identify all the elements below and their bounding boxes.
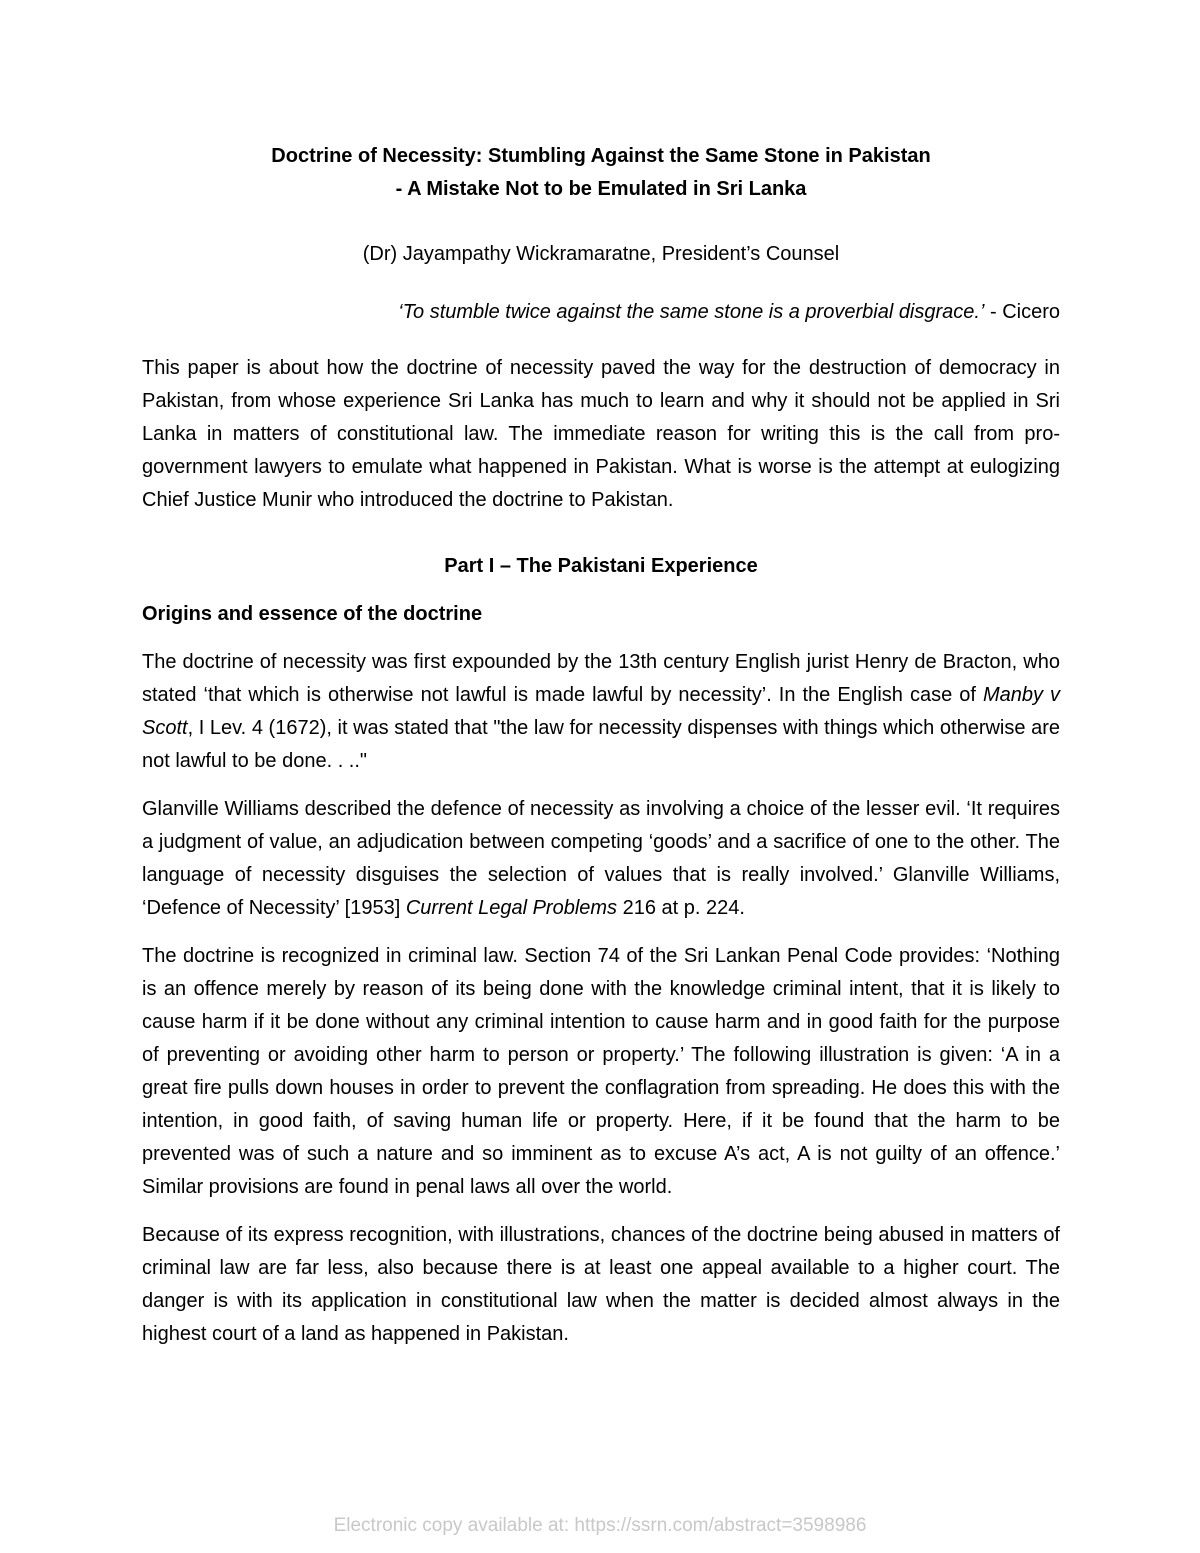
ssrn-footer: Electronic copy available at: https://ssrn.com/abstract=3598986	[333, 1515, 867, 1536]
paragraph-origins-text-2: , I Lev. 4 (1672), it was stated that "the law for necessity dispenses with things which otherwise are not lawful to be done. . .."	[142, 717, 1060, 772]
page-content	[142, 140, 1060, 1351]
paragraph-origins-text-1: The doctrine of necessity was first expounded by the 13th century English jurist Henry de Bracton, who stated ‘that which is otherwise not lawful is made lawful by necessity’. In the English case of	[142, 651, 1060, 706]
case-name: Manby v Scott	[142, 684, 1060, 739]
epigraph-quote: ‘To stumble twice against the same stone is a proverbial disgrace.’	[398, 301, 985, 323]
paragraph-williams-text-1: Glanville Williams described the defence of necessity as involving a choice of the lesser evil. ‘It requires a judgment of value, an adjudication between competing ‘goods’ and a sacrifice of one to the other. The language of necessity disguises the selection of values that is really involved.’ Glanville Williams, ‘Defence of Necessity’ [1953]	[142, 798, 1060, 919]
journal-name: Current Legal Problems	[405, 897, 618, 919]
section-heading: Origins and essence of the doctrine	[142, 603, 483, 625]
title-line-1: Doctrine of Necessity: Stumbling Against the Same Stone in Pakistan	[271, 145, 931, 167]
author-line: (Dr) Jayampathy Wickramaratne, President’s Counsel	[362, 243, 840, 265]
paragraph-williams	[142, 793, 1060, 925]
intro-paragraph: This paper is about how the doctrine of necessity paved the way for the destruction of democracy in Pakistan, from whose experience Sri Lanka has much to learn and why it should not be applied in Sri Lanka in matters of constitutional law. The immediate reason for writing this is the call from pro-government lawyers to emulate what happened in Pakistan. What is worse is the attempt at eulogizing Chief Justice Munir who introduced the doctrine to Pakistan.	[142, 357, 1060, 511]
epigraph-attribution: - Cicero	[989, 301, 1060, 323]
title-line-2: - A Mistake Not to be Emulated in Sri Lanka	[395, 178, 807, 200]
paper-title	[142, 140, 1060, 206]
paragraph-origins	[142, 646, 1060, 778]
epigraph	[142, 296, 1060, 329]
paragraph-danger: Because of its express recognition, with illustrations, chances of the doctrine being abused in matters of criminal law are far less, also because there is at least one appeal available to a higher court. The danger is with its application in constitutional law when the matter is decided almost always in the highest court of a land as happened in Pakistan.	[142, 1224, 1060, 1345]
paragraph-criminal-law: The doctrine is recognized in criminal law. Section 74 of the Sri Lankan Penal Code provides: ‘Nothing is an offence merely by reason of its being done with the knowledge criminal intent, that it is likely to cause harm if it be done without any criminal intention to cause harm and in good faith for the purpose of preventing or avoiding other harm to person or property.’ The following illustration is given: ‘A in a great fire pulls down houses in order to prevent the conflagration from spreading. He does this with the intention, in good faith, of saving human life or property. Here, if it be found that the harm to be prevented was of such a nature and so imminent as to excuse A’s act, A is not guilty of an offence.’ Similar provisions are found in penal laws all over the world.	[142, 945, 1060, 1198]
paragraph-williams-text-2: 216 at p. 224.	[617, 897, 745, 919]
part-heading: Part I – The Pakistani Experience	[444, 555, 758, 577]
